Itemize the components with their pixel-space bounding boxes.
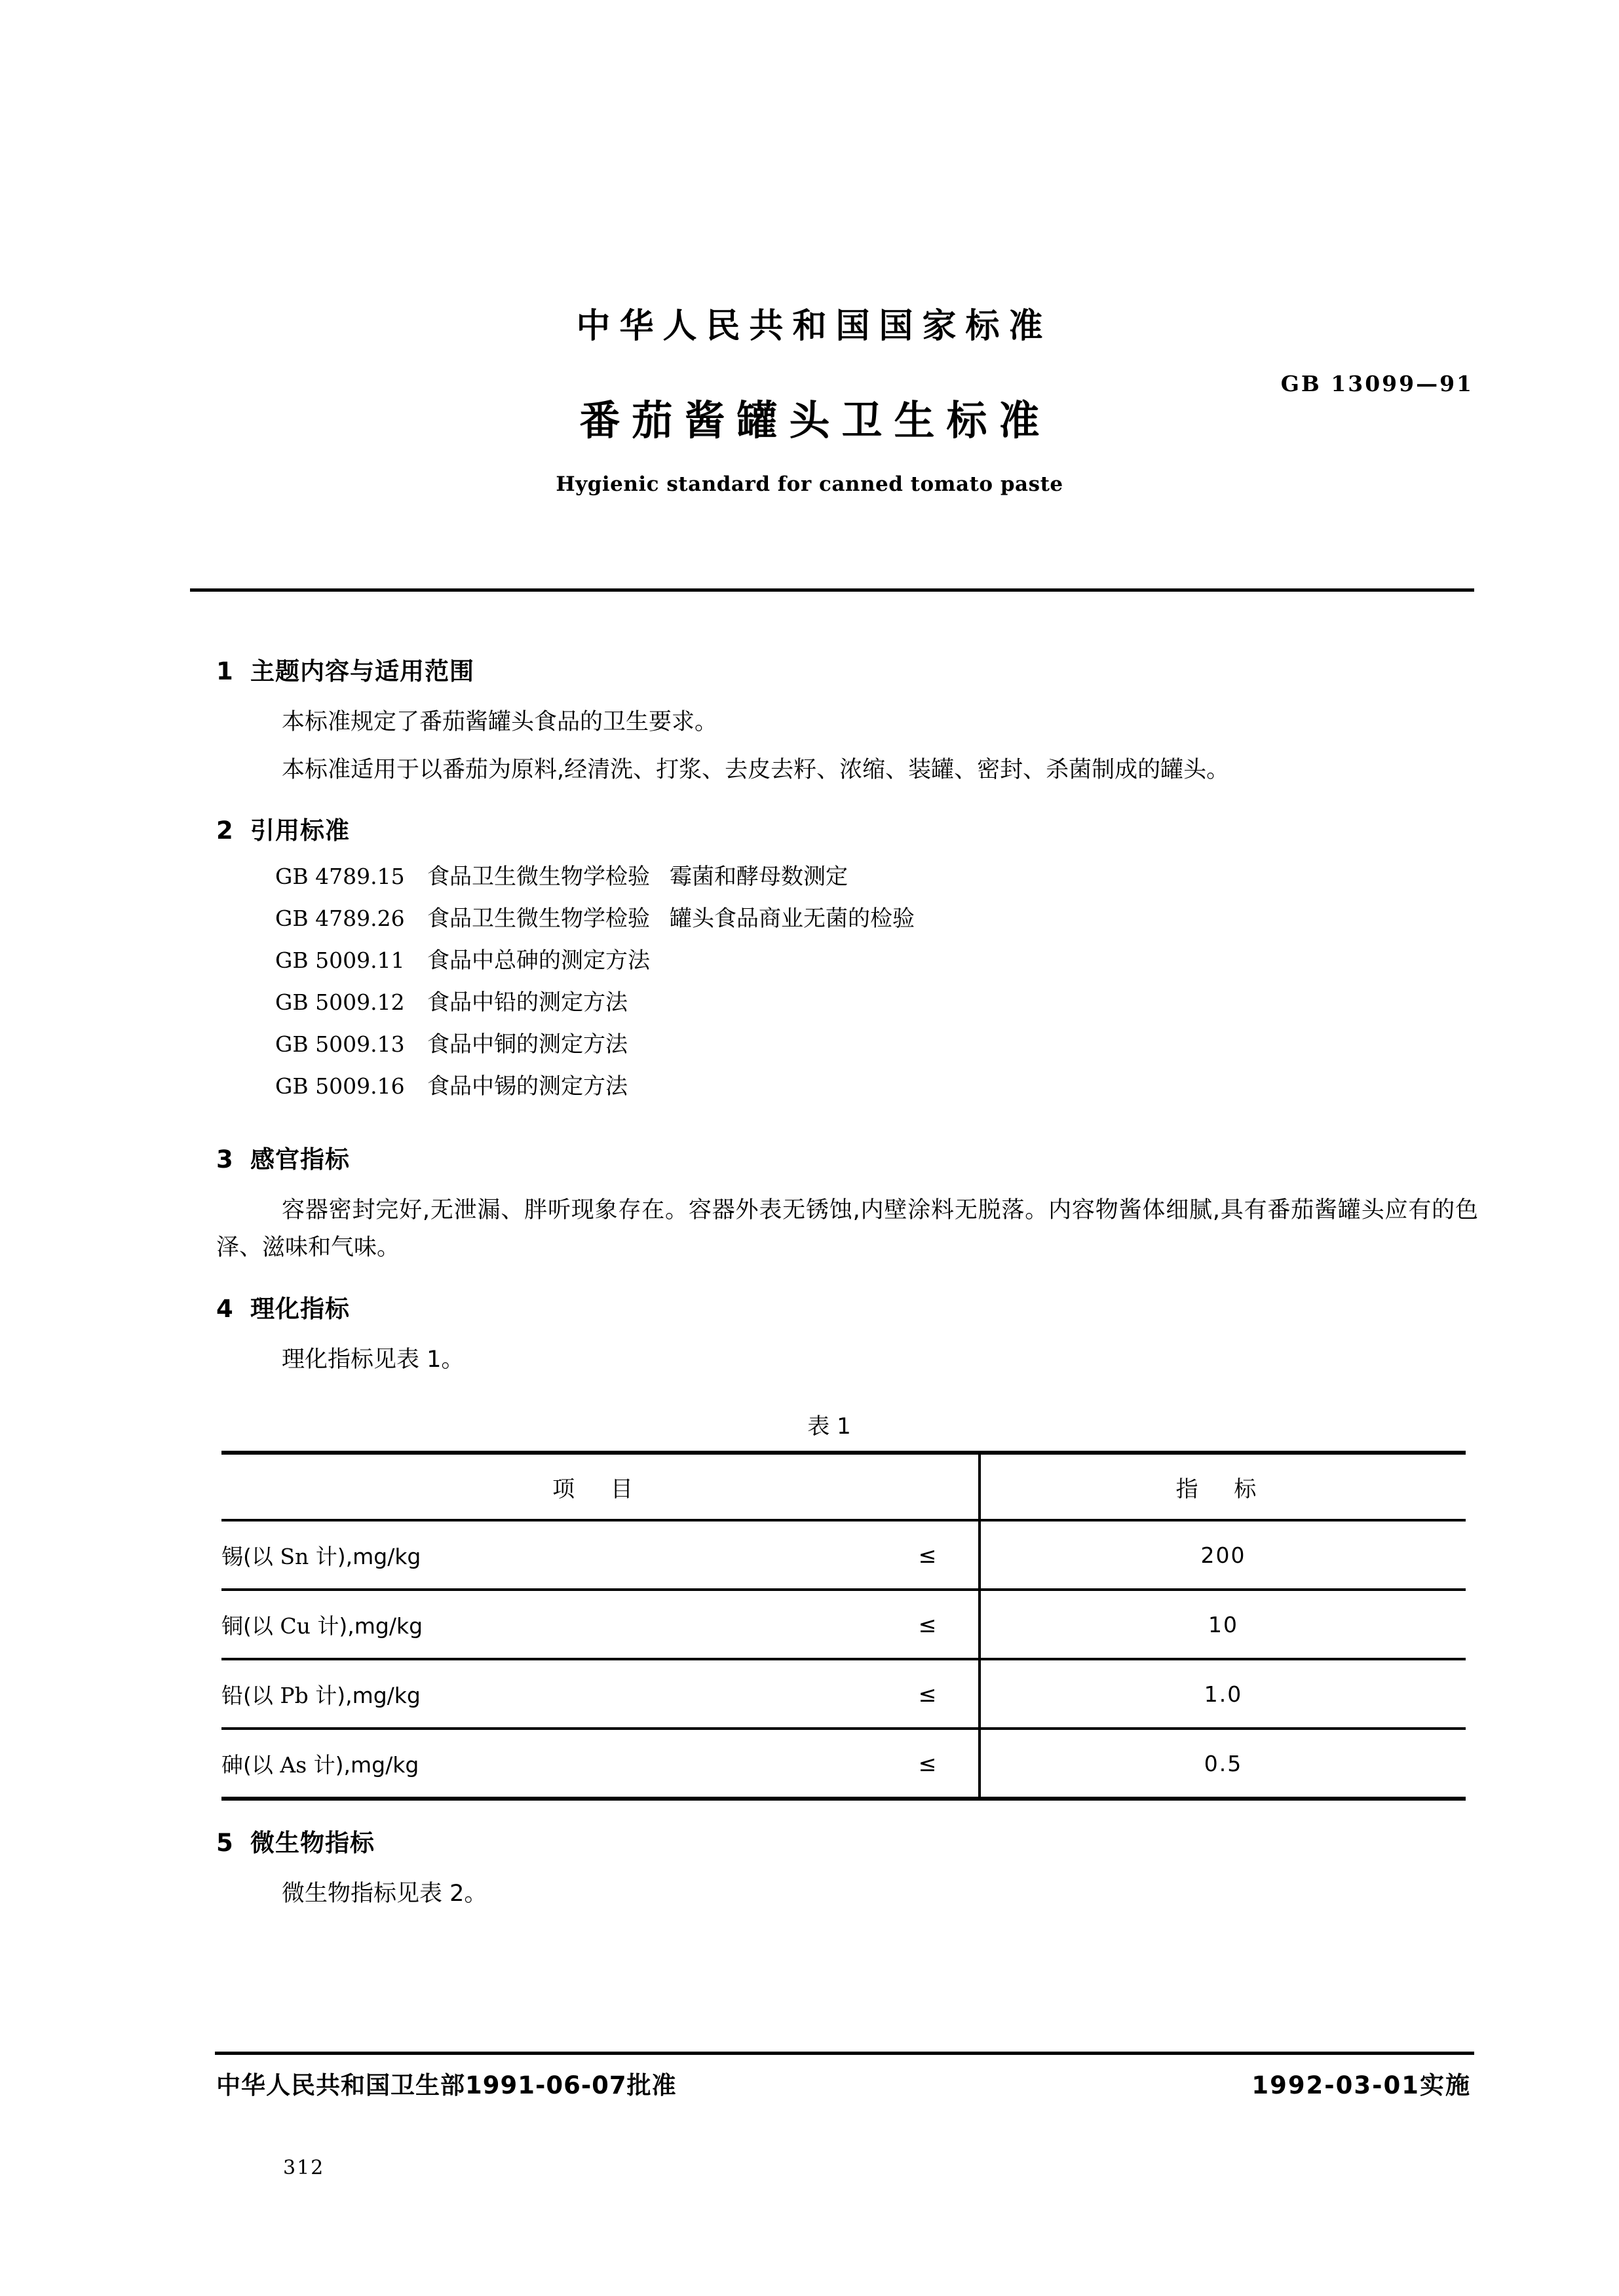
reference-code: GB 5009.12: [275, 989, 405, 1016]
section-heading-5: [216, 1801, 1619, 1858]
document-title: 番茄酱罐头卫生标准: [579, 396, 1052, 444]
table-cell-value: 1.0: [980, 1659, 1466, 1729]
item-text-prefix: 砷(以: [221, 1751, 280, 1778]
section-1-paragraph-1: 本标准规定了番茄酱罐头食品的卫生要求。: [282, 709, 718, 735]
reference-code: GB 5009.13: [275, 1031, 405, 1058]
table-header-row: [221, 1453, 1466, 1520]
element-symbol: As: [280, 1751, 307, 1778]
section-number-4: 4: [216, 1294, 234, 1323]
section-heading-3: [216, 1117, 1619, 1175]
element-symbol: Sn: [280, 1543, 309, 1569]
list-item: [275, 991, 1619, 1014]
element-symbol: Cu: [280, 1613, 311, 1639]
section-title-2: 引用标准: [250, 816, 350, 845]
table-column-header-indicator: 指 标: [980, 1453, 1466, 1520]
section-number-5: 5: [216, 1829, 234, 1858]
reference-subname: 霉菌和酵母数测定: [670, 864, 848, 890]
reference-name: 食品卫生微生物学检验: [427, 864, 650, 890]
section-5-paragraph-1: 微生物指标见表 2。: [282, 1881, 487, 1907]
section-heading-1: [216, 629, 1619, 687]
element-symbol: Pb: [280, 1682, 309, 1708]
reference-name: 食品中锡的测定方法: [427, 1073, 628, 1100]
table-column-header-item: 项 目: [221, 1453, 980, 1520]
section-number-3: 3: [216, 1145, 234, 1174]
section-1-paragraph-2: 本标准适用于以番茄为原料,经清洗、打浆、去皮去籽、浓缩、装罐、密封、杀菌制成的罐头。: [282, 756, 1230, 783]
item-text-prefix: 锡(以: [221, 1543, 280, 1569]
document-footer: [0, 2065, 1619, 2111]
section-number-1: 1: [216, 657, 234, 685]
item-text-suffix: 计),mg/kg: [310, 1613, 423, 1639]
section-title-5: 微生物指标: [250, 1829, 375, 1858]
item-text-prefix: 铜(以: [221, 1613, 280, 1639]
approval-statement: 中华人民共和国卫生部1991-06-07批准: [216, 2071, 677, 2099]
table-row: [221, 1520, 1466, 1590]
reference-name: 食品中铜的测定方法: [427, 1031, 628, 1058]
section-heading-2: [216, 788, 1619, 846]
table-cell-item: [221, 1659, 877, 1729]
section-3-paragraph-1: 容器密封完好,无泄漏、胖听现象存在。容器外表无锈蚀,内壁涂料无脱落。内容物酱体细腻,具有番茄酱罐头应有的色泽、滋味和气味。: [216, 1197, 1478, 1261]
section-heading-4: [216, 1267, 1619, 1324]
reference-subname: 罐头食品商业无菌的检验: [670, 906, 915, 932]
table-cell-item: [221, 1590, 877, 1659]
reference-code: GB 5009.11: [275, 947, 405, 974]
physicochemical-index-table: [221, 1451, 1466, 1801]
list-item: [275, 1033, 1619, 1056]
table-cell-value: 200: [980, 1520, 1466, 1590]
section-number-2: 2: [216, 816, 234, 845]
item-text-prefix: 铅(以: [221, 1682, 280, 1708]
list-item: [275, 866, 1619, 888]
table-1-caption: 表 1: [807, 1413, 851, 1440]
reference-name: 食品中总砷的测定方法: [427, 947, 650, 974]
table-cell-operator: ≤: [877, 1590, 980, 1659]
item-text-suffix: 计),mg/kg: [309, 1543, 421, 1569]
item-text-suffix: 计),mg/kg: [308, 1682, 421, 1708]
table-cell-operator: ≤: [877, 1520, 980, 1590]
list-item: [275, 949, 1619, 972]
header-divider-rule: [190, 588, 1474, 592]
reference-code: GB 5009.16: [275, 1073, 405, 1100]
reference-code: GB 4789.15: [275, 864, 405, 890]
list-item: [275, 908, 1619, 930]
section-title-3: 感官指标: [250, 1145, 350, 1174]
document-body: [0, 629, 1619, 1913]
table-cell-operator: ≤: [877, 1659, 980, 1729]
standard-number: GB 13099—91: [1280, 371, 1474, 396]
table-row: [221, 1590, 1466, 1659]
table-cell-operator: ≤: [877, 1729, 980, 1799]
page-number: 312: [283, 2156, 325, 2179]
table-cell-item: [221, 1729, 877, 1799]
section-title-4: 理化指标: [250, 1294, 350, 1323]
document-header: [0, 0, 1619, 496]
section-4-paragraph-1: 理化指标见表 1。: [282, 1346, 465, 1373]
table-row: [221, 1659, 1466, 1729]
reference-code: GB 4789.26: [275, 906, 405, 932]
section-title-1: 主题内容与适用范围: [250, 657, 474, 685]
reference-name: 食品卫生微生物学检验: [427, 906, 650, 932]
implementation-date: 1992-03-01实施: [1251, 2071, 1471, 2099]
table-row: [221, 1729, 1466, 1799]
table-cell-item: [221, 1520, 877, 1590]
footer-divider-rule: [215, 2052, 1474, 2055]
reference-name: 食品中铅的测定方法: [427, 989, 628, 1016]
referenced-standards-list: [0, 866, 1619, 1098]
list-item: [275, 1075, 1619, 1098]
table-cell-value: 0.5: [980, 1729, 1466, 1799]
item-text-suffix: 计),mg/kg: [307, 1751, 419, 1778]
national-standard-title: 中华人民共和国国家标准: [576, 307, 1052, 346]
table-cell-value: 10: [980, 1590, 1466, 1659]
english-title: Hygienic standard for canned tomato paste: [556, 472, 1063, 496]
